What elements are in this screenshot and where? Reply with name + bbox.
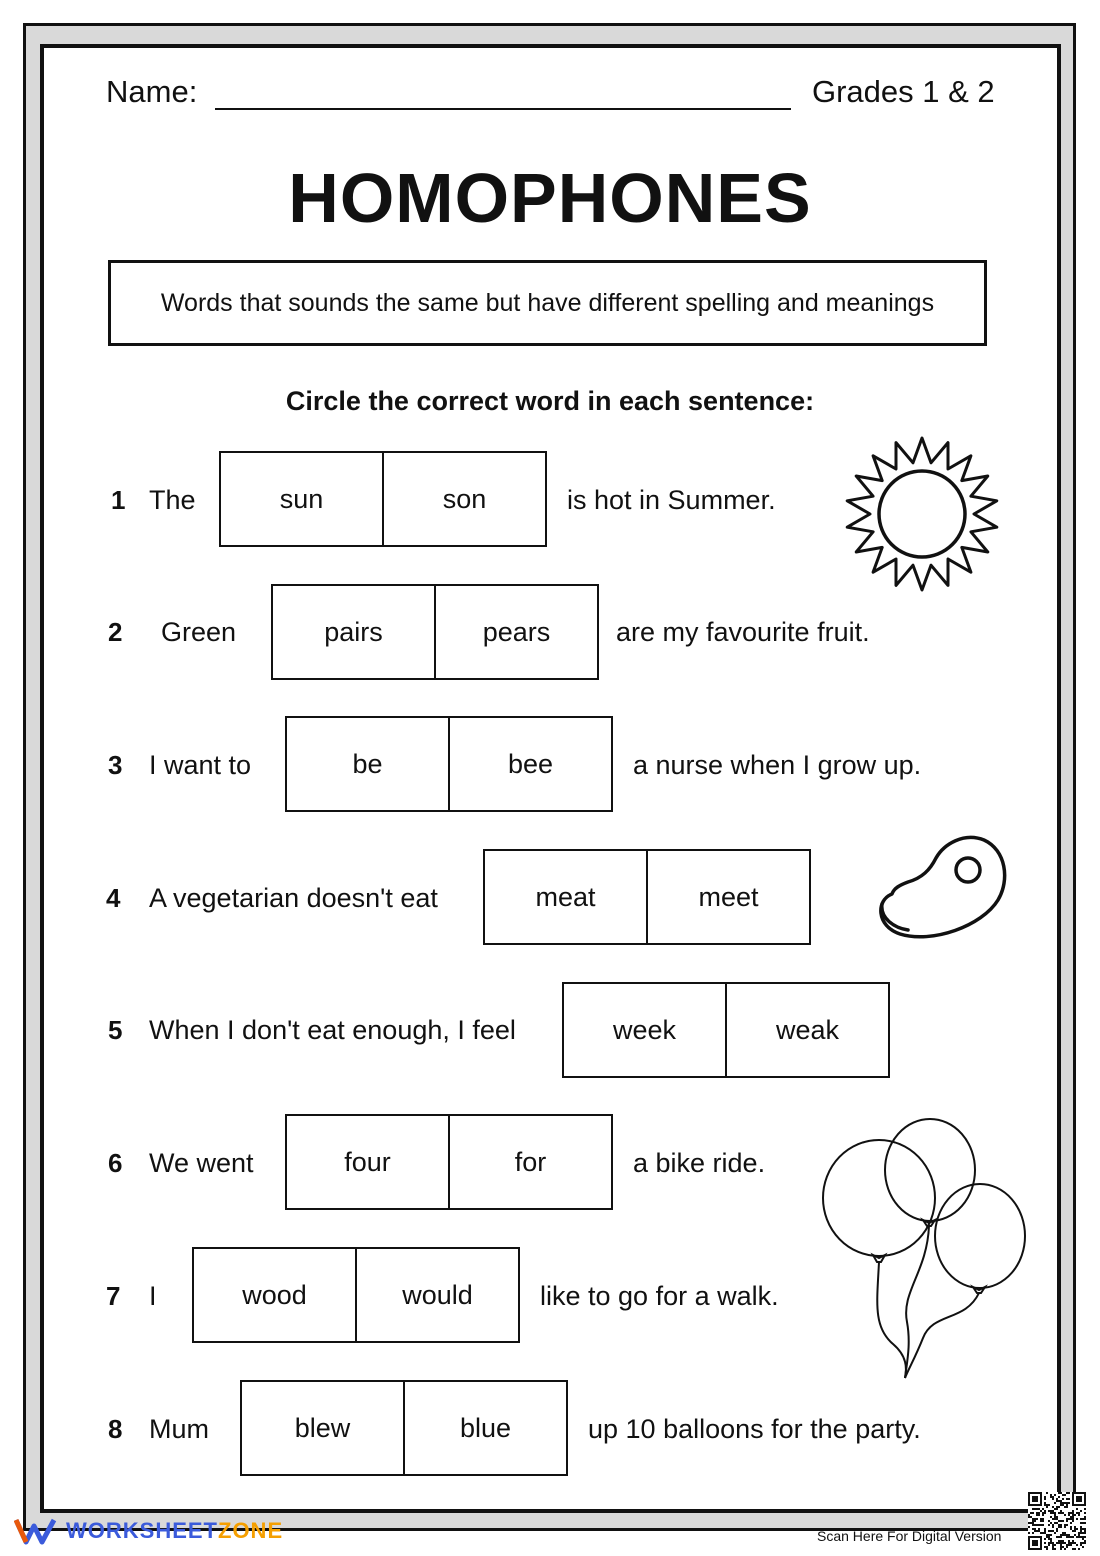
balloons-icon <box>815 1112 1033 1382</box>
choice-box <box>240 1380 568 1476</box>
row-number: 8 <box>108 1414 123 1444</box>
choice-box <box>219 451 547 547</box>
choice-option-a[interactable]: four <box>344 1146 391 1177</box>
sentence-start: I <box>149 1281 157 1311</box>
row-number: 5 <box>108 1015 123 1045</box>
choice-option-a[interactable]: blew <box>294 1412 351 1443</box>
qr-code-icon[interactable] <box>1028 1492 1086 1550</box>
choice-option-b[interactable]: meet <box>646 851 809 943</box>
meat-icon <box>872 830 1012 942</box>
definition-box <box>108 260 987 346</box>
name-label: Name: <box>106 74 198 109</box>
definition-text: Words that sounds the same but have different spelling and meanings <box>160 288 935 317</box>
sentence-end: a bike ride. <box>633 1148 766 1178</box>
sentence-end: like to go for a walk. <box>540 1281 779 1311</box>
scan-caption: Scan Here For Digital Version <box>817 1528 1002 1544</box>
name-field-line[interactable] <box>215 108 791 110</box>
row-number: 2 <box>108 617 123 647</box>
sun-icon <box>842 432 1002 597</box>
instruction-text: Circle the correct word in each sentence: <box>285 386 815 416</box>
brand-logo[interactable] <box>14 1516 283 1546</box>
brand-name-part2: ZONE <box>218 1518 284 1543</box>
sentence-start: Green <box>161 617 237 647</box>
choice-option-b[interactable]: bee <box>448 718 611 810</box>
choice-option-b[interactable]: blue <box>403 1382 566 1474</box>
brand-name-part1: WORKSHEET <box>66 1518 218 1543</box>
choice-box <box>285 1114 613 1210</box>
choice-box <box>192 1247 520 1343</box>
choice-option-a[interactable]: meat <box>535 881 596 912</box>
brand-name <box>66 1518 283 1544</box>
choice-box <box>271 584 599 680</box>
choice-option-b[interactable]: would <box>355 1249 518 1341</box>
choice-option-b[interactable]: for <box>448 1116 611 1208</box>
choice-option-b[interactable]: pears <box>434 586 597 678</box>
row-number: 4 <box>106 883 121 913</box>
sentence-end: is hot in Summer. <box>567 485 776 515</box>
choice-option-b[interactable]: son <box>382 453 545 545</box>
choice-option-a[interactable]: be <box>352 748 383 779</box>
row-number: 7 <box>106 1281 121 1311</box>
choice-option-a[interactable]: wood <box>242 1279 307 1310</box>
sentence-start: When I don't eat enough, I feel <box>149 1015 516 1045</box>
sentence-start: Mum <box>149 1414 209 1444</box>
choice-option-b[interactable]: weak <box>725 984 888 1076</box>
worksheetzone-logo-icon <box>14 1516 60 1546</box>
sentence-start: A vegetarian doesn't eat <box>149 883 438 913</box>
row-number: 3 <box>108 750 123 780</box>
choice-box <box>285 716 613 812</box>
page-title: HOMOPHONES <box>288 159 812 237</box>
choice-box <box>483 849 811 945</box>
choice-option-a[interactable]: pairs <box>324 616 383 647</box>
grade-label: Grades 1 & 2 <box>812 74 995 109</box>
sentence-start: We went <box>149 1148 254 1178</box>
choice-box <box>562 982 890 1078</box>
sentence-start: The <box>149 485 196 515</box>
choice-option-a[interactable]: sun <box>279 483 324 514</box>
sentence-end: a nurse when I grow up. <box>633 750 922 780</box>
choice-option-a[interactable]: week <box>612 1014 677 1045</box>
sentence-end: up 10 balloons for the party. <box>588 1414 921 1444</box>
row-number: 6 <box>108 1148 123 1178</box>
sentence-start: I want to <box>149 750 252 780</box>
sentence-end: are my favourite fruit. <box>616 617 870 647</box>
row-number: 1 <box>111 485 126 515</box>
